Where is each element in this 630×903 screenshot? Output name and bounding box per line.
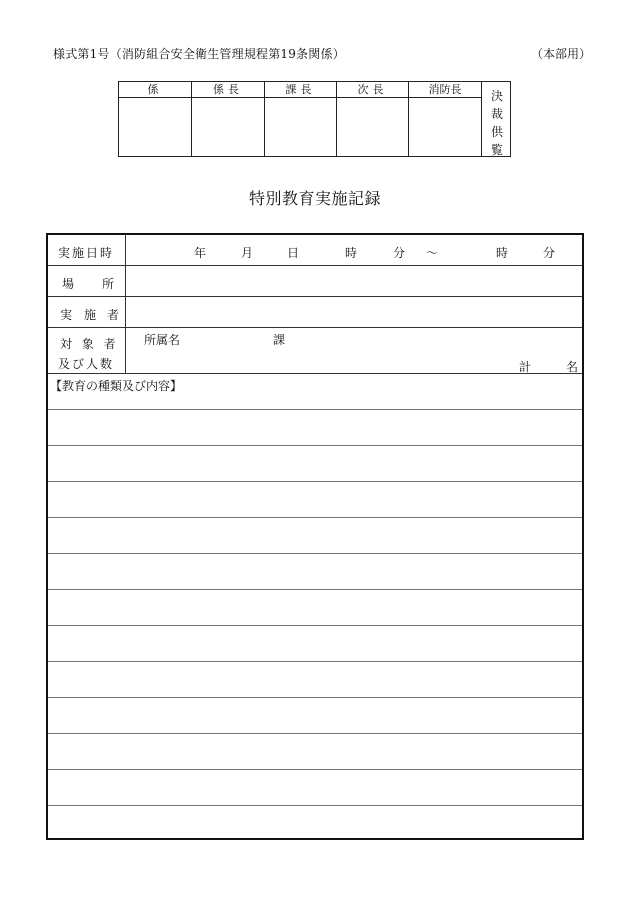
count-unit: 名 bbox=[566, 360, 579, 374]
writing-line bbox=[48, 445, 582, 446]
record-form bbox=[46, 233, 584, 840]
approval-col-deputy bbox=[337, 82, 409, 156]
place-label-char: 所 bbox=[102, 277, 115, 291]
copy-type: （本部用） bbox=[531, 47, 592, 61]
approval-col-staff bbox=[119, 82, 192, 156]
writing-line bbox=[48, 661, 582, 662]
approval-side-label bbox=[482, 82, 512, 156]
approval-col-chief bbox=[192, 82, 265, 156]
target-label bbox=[48, 328, 126, 373]
page-title: 特別教育実施記録 bbox=[248, 189, 381, 208]
date-label-text: 実施日時 bbox=[58, 246, 115, 260]
date-label bbox=[48, 235, 126, 265]
total-label: 計 bbox=[519, 360, 532, 374]
end-hour-unit: 時 bbox=[496, 246, 509, 260]
approval-stamp-table bbox=[118, 81, 511, 157]
approval-side-char: 決 bbox=[490, 89, 503, 103]
writing-line bbox=[48, 805, 582, 806]
section-label: 課 bbox=[273, 333, 286, 347]
writing-line bbox=[48, 517, 582, 518]
approval-col-label: 消防長 bbox=[409, 82, 481, 98]
content-heading: 【教育の種類及び内容】 bbox=[50, 379, 183, 393]
writing-line bbox=[48, 481, 582, 482]
minute-unit: 分 bbox=[393, 246, 406, 260]
executor-label bbox=[48, 297, 126, 327]
approval-col-label: 課長 bbox=[265, 82, 336, 98]
writing-line bbox=[48, 733, 582, 734]
place-label bbox=[48, 266, 126, 296]
range-tilde: ～ bbox=[426, 246, 439, 260]
approval-side-char: 供 bbox=[490, 125, 503, 139]
writing-line bbox=[48, 625, 582, 626]
writing-line bbox=[48, 769, 582, 770]
writing-line bbox=[48, 553, 582, 554]
writing-line bbox=[48, 589, 582, 590]
approval-col-label: 係 bbox=[119, 82, 191, 98]
target-row bbox=[48, 328, 582, 374]
approval-side-char: 裁 bbox=[490, 107, 503, 121]
end-minute-unit: 分 bbox=[543, 246, 556, 260]
target-label-line1: 対 象 者 bbox=[60, 337, 119, 351]
year-unit: 年 bbox=[194, 246, 207, 260]
approval-col-section-chief bbox=[265, 82, 337, 156]
executor-label-char: 施 bbox=[84, 308, 97, 322]
executor-label-char: 者 bbox=[107, 308, 120, 322]
content-section bbox=[48, 374, 582, 840]
executor-row bbox=[48, 297, 582, 328]
date-row bbox=[48, 235, 582, 266]
place-label-char: 場 bbox=[62, 277, 75, 291]
approval-col-fire-chief bbox=[409, 82, 482, 156]
place-row bbox=[48, 266, 582, 297]
approval-side-char: 覧 bbox=[490, 143, 503, 157]
form-reference: 様式第1号（消防組合安全衛生管理規程第19条関係） bbox=[53, 47, 345, 61]
target-label-line2: 及び人数 bbox=[58, 357, 115, 371]
approval-col-label: 係長 bbox=[192, 82, 264, 98]
affiliation-label: 所属名 bbox=[144, 333, 181, 347]
writing-line bbox=[48, 409, 582, 410]
hour-unit: 時 bbox=[345, 246, 358, 260]
writing-line bbox=[48, 697, 582, 698]
approval-col-label: 次長 bbox=[337, 82, 408, 98]
month-unit: 月 bbox=[241, 246, 254, 260]
executor-label-char: 実 bbox=[60, 308, 73, 322]
day-unit: 日 bbox=[287, 246, 300, 260]
